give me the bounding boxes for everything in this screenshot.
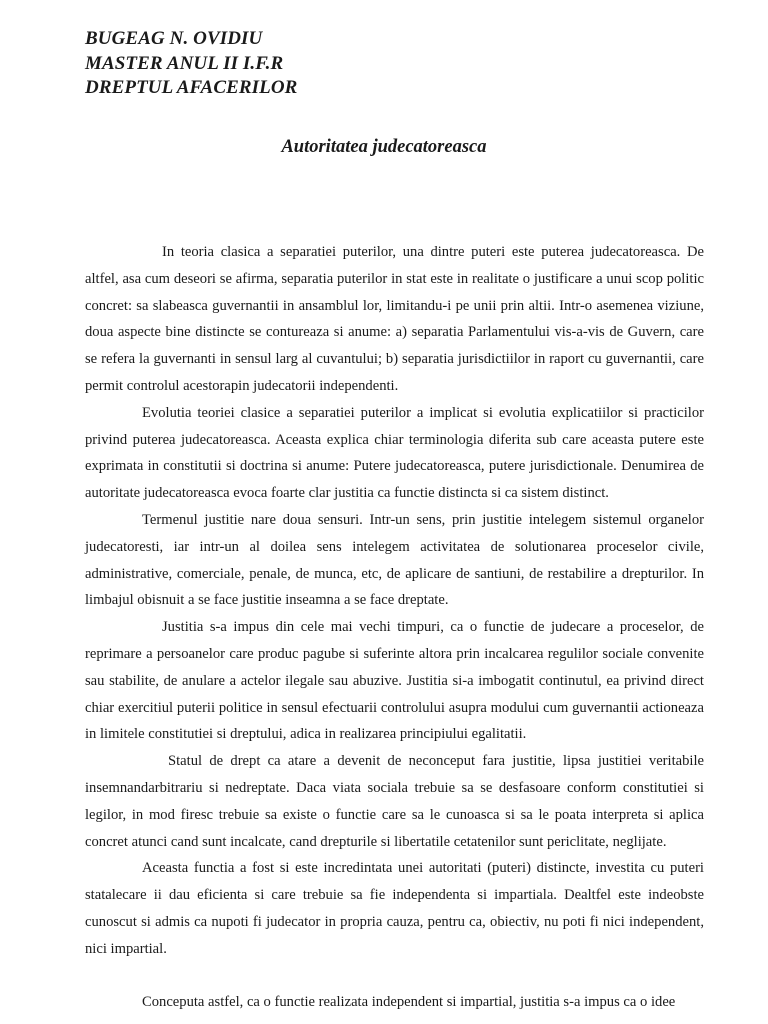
document-body [85, 239, 704, 1016]
program-line: MASTER ANUL II I.F.R [85, 52, 284, 74]
paragraph-gap [85, 963, 704, 990]
paragraph-4: Justitia s-a impus din cele mai vechi timpuri, ca o functie de judecare a proceselor, de reprimare a persoanelor care produc pagube si suferinte altora prin incalcarea regulilor sociale convenite sau stabilite, de anulare a actelor ilegale sau abuzive. Justitia si-a imbogatit continutul, ea privind direct chiar exercitiul puterii politice in sensul efectuarii controlului asupra modului cum guvernantii actioneaza in limitele constitutiei si dreptului, adica in realizarea principiului egalitatii. [85, 619, 704, 743]
paragraph-5: Statul de drept ca atare a devenit de neconceput fara justitie, lipsa justitiei veritabile insemnandarbitrariu si nedreptate. Daca viata sociala trebuie sa se desfasoare conform constitutiei si legilor, in mod firesc trebuie sa existe o functie care sa le cunoasca si sa le poata interpreta si aplica concret atunci cand sunt incalcate, cand drepturile si libertatile cetatenilor sunt periclitate, neglijate. [85, 753, 704, 850]
paragraph-1: In teoria clasica a separatiei puterilor, una dintre puteri este puterea judecatoreasca. De altfel, asa cum deseori se afirma, separatia puterilor in stat este in realitate o justificare a unui scop politic concret: sa slabeasca guvernantii in ansamblul lor, limitandu-i pe unii prin altii. Intr-o asemenea viziune, doua aspecte bine distincte se contureaza si anume: a) separatia Parlamentului vis-a-vis de Guvern, care se refera la guvernanti in sensul larg al cuvantului; b) separatia jurisdictiilor in raport cu guvernantii, care permit controlul acestorapin judecatorii independenti. [85, 244, 704, 394]
document-header [85, 27, 297, 101]
paragraph-2: Evolutia teoriei clasice a separatiei puterilor a implicat si evolutia explicatiilor si practicilor privind puterea judecatoreasca. Aceasta explica chiar terminologia diferita sub care aceasta putere este exprimata in constitutii si doctrina si anume: Putere judecatoreasca, putere jurisdictionale. Denumirea de autoritate judecatoreasca evoca foarte clar justitia ca functie distincta si ca sistem distinct. [85, 404, 704, 502]
document-title: Autoritatea judecatoreasca [281, 137, 487, 157]
paragraph-7: Conceputa astfel, ca o functie realizata independent si impartial, justitia s-a impus ca o idee [142, 994, 676, 1011]
paragraph-3: Termenul justitie nare doua sensuri. Intr-un sens, prin justitie intelegem sistemul organelor judecatoresti, iar intr-un al doilea sens intelegem activitatea de solutionarea proceselor civile, administrative, comerciale, penale, de munca, etc, de aplicare de santiuni, de restabilire a drepturilor. In limbajul obisnuit a se face justitie inseamna a se face dreptate. [85, 511, 704, 609]
author-name: BUGEAG N. OVIDIU [85, 28, 263, 49]
field-line: DREPTUL AFACERILOR [85, 77, 298, 98]
paragraph-6: Aceasta functia a fost si este incredintata unei autoritati (puteri) distincte, investita cu puteri statalecare ii dau eficienta si care trebuie sa fie independenta si impartiala. Dealtfel este indeobste cunoscut si admis ca nupoti fi judecator in propria cauza, pentru ca, obiectiv, nu poti fi nici independent, nici impartial. [85, 860, 704, 957]
